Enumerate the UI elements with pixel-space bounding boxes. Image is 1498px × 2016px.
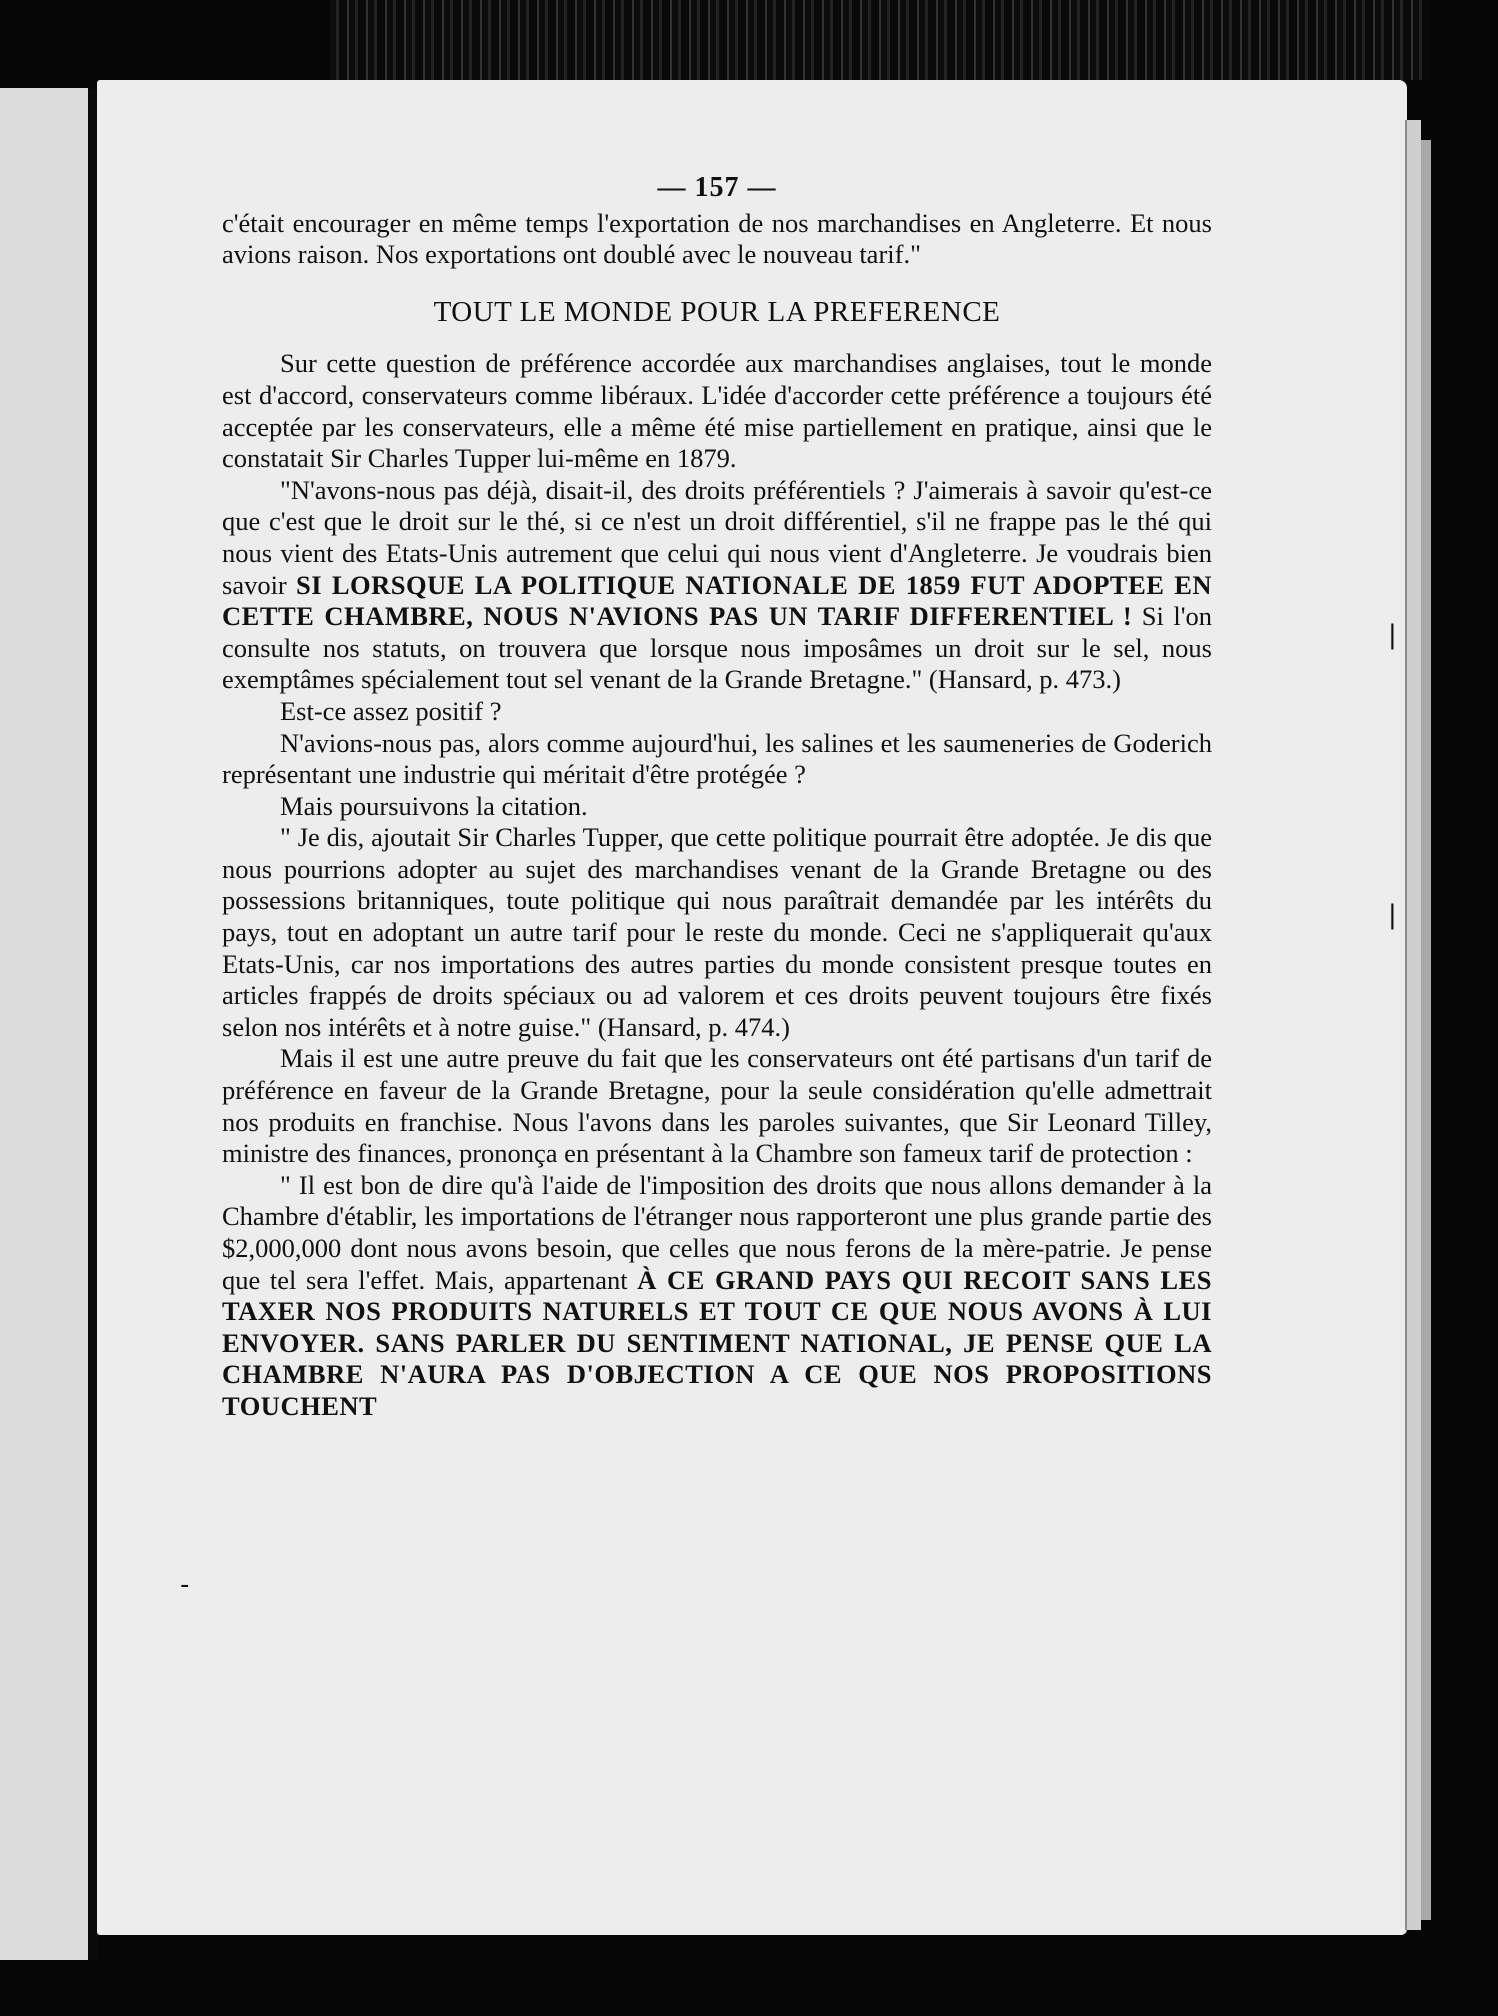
paragraph-text-continued: Si l'on consulte nos statuts, on trouvera que lorsque nous imposâmes un droit sur le sel, nous exemptâmes spécialement tout sel venant de la Grande Bretagne." (Hansard, p. 473.) (222, 601, 1212, 695)
emphasized-caps-text: À CE GRAND PAYS QUI RECOIT SANS LES TAXER NOS PRODUITS NATURELS ET TOUT CE QUE NOUS AVONS À LUI ENVOYER. SANS PARLER DU SENTIMENT NATIONAL, JE PENSE QUE LA CHAMBRE N'AURA PAS D'OBJECTION A CE QUE NOS PROPOSITIONS TOUCHENT (222, 1264, 1213, 1421)
paragraph (222, 791, 1212, 823)
paragraph-text: N'avions-nous pas, alors comme aujourd'hui, les salines et les saumeneries de Goderich représentant une industrie qui méritait d'être protégée ? (222, 727, 1212, 790)
section-heading: TOUT LE MONDE POUR LA PREFERENCE (433, 295, 1001, 328)
page-content (222, 172, 1212, 1423)
page-number: — 157 — (657, 172, 777, 203)
quotation-paragraph (222, 822, 1212, 1043)
page-stack-edge (1405, 120, 1421, 1930)
scan-border-noise (330, 0, 1430, 80)
emphasized-caps-text: SI LORSQUE LA POLITIQUE NATIONALE DE 1859 FUT ADOPTEE EN CETTE CHAMBRE, NOUS N'AVIONS PAS UN TARIF DIFFERENTIEL ! (222, 569, 1213, 632)
paragraph (222, 728, 1212, 791)
facing-page-edge (0, 88, 88, 1960)
quotation-paragraph (222, 1170, 1212, 1423)
paragraph-text: c'était encourager en même temps l'exportation de nos marchandises en Angleterre. Et nous avions raison. Nos exportations ont doublé avec le nouveau tarif." (222, 207, 1212, 270)
margin-bracket-mark: | (1388, 620, 1397, 650)
margin-dash-mark: - (180, 1570, 190, 1600)
paragraph (222, 1043, 1212, 1169)
paragraph-text: Sur cette question de préférence accordée aux marchandises anglaises, tout le monde est d'accord, conservateurs comme libéraux. L'idée d'accorder cette préférence a toujours été acceptée par les conservateurs, elle a même été mise partiellement en pratique, ainsi que le constatait Sir Charles Tupper lui-même en 1879. (222, 348, 1212, 474)
paragraph-text: Est-ce assez positif ? (280, 695, 502, 726)
quotation-paragraph (222, 475, 1212, 696)
margin-bracket-mark: | (1388, 900, 1397, 930)
paragraph-text: " Il est bon de dire qu'à l'aide de l'imposition des droits que nous allons demander à la Chambre d'établir, les importations de l'étranger nous rapporteront une plus grande partie des $2,000,000 dont nous avons besoin, que celles que nous ferons de la mère-patrie. Je pense que tel sera l'effet. Mais, appartenant (222, 1169, 1212, 1295)
book-gutter (88, 90, 97, 1960)
paragraph (222, 696, 1212, 728)
paragraph-text: Mais il est une autre preuve du fait que les conservateurs ont été partisans d'un tarif de préférence en faveur de la Grande Bretagne, pour la seule considération qu'elle admettrait nos produits en franchise. Nous l'avons dans les paroles suivantes, que Sir Leonard Tilley, ministre des finances, prononça en présentant à la Chambre son fameux tarif de protection : (222, 1043, 1212, 1169)
paragraph-text: Mais poursuivons la citation. (280, 790, 588, 821)
paragraph (222, 348, 1212, 474)
paragraph-text: "N'avons-nous pas déjà, disait-il, des droits préférentiels ? J'aimerais à savoir qu'est-ce que c'est que le droit sur le thé, si ce n'est un droit différentiel, s'il ne frappe pas le thé qui nous vient des Etats-Unis autrement que celui qui nous vient d'Angleterre. Je voudrais bien savoir (222, 474, 1212, 600)
paragraph (222, 208, 1212, 271)
page-stack-edge-2 (1421, 140, 1431, 1920)
paragraph-text: " Je dis, ajoutait Sir Charles Tupper, que cette politique pourrait être adoptée. Je dis que nous pourrions adopter au sujet des marchandises venant de la Grande Bretagne ou des possessions britanniques, toute politique qui nous paraîtrait demandée par les intérêts du pays, tout en adoptant un autre tarif pour le reste du monde. Ceci ne s'appliquerait qu'aux Etats-Unis, car nos importations des autres parties du monde consistent presque toutes en articles frappés de droits spéciaux ou ad valorem et ces droits peuvent toujours être fixés selon nos intérêts et à notre guise." (Hansard, p. 474.) (222, 822, 1212, 1042)
